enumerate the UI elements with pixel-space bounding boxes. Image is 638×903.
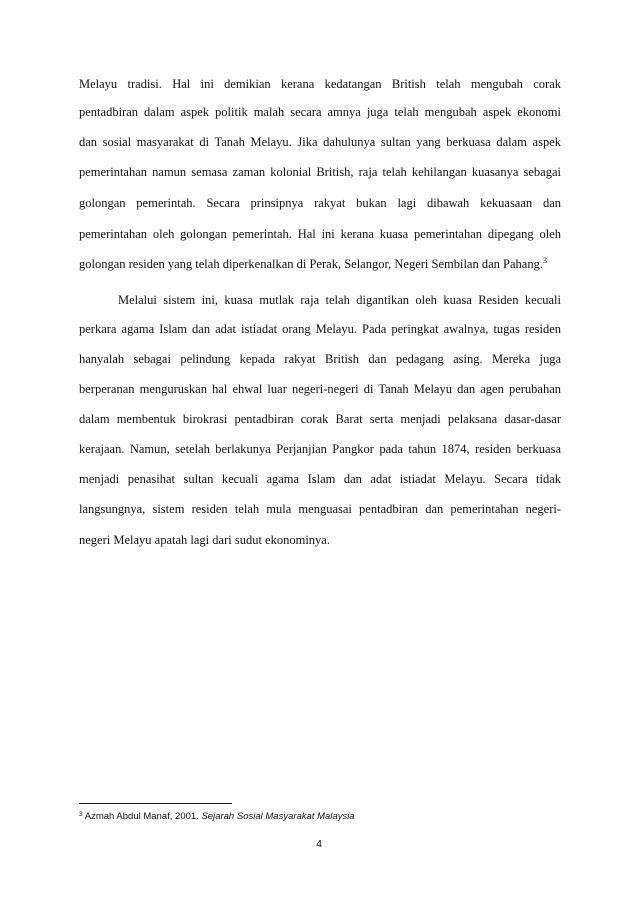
paragraph-line: dalam membentuk birokrasi pentadbiran corak Barat serta menjadi pelaksana dasar-dasar — [79, 412, 561, 426]
paragraph-line: kerajaan. Namun, setelah berlakunya Perjanjian Pangkor pada tahun 1874, residen berkuasa — [79, 442, 561, 456]
paragraph-line: menjadi penasihat sultan kecuali agama Islam dan adat istiadat Melayu. Secara tidak — [79, 472, 561, 486]
paragraph-line: negeri Melayu apatah lagi dari sudut ekonominya. — [79, 533, 330, 547]
paragraph-line: perkara agama Islam dan adat istiadat orang Melayu. Pada peringkat awalnya, tugas residen — [79, 322, 561, 336]
paragraph-line: dan sosial masyarakat di Tanah Melayu. Jika dahulunya sultan yang berkuasa dalam aspek — [79, 135, 561, 149]
paragraph-line: berperanan menguruskan hal ehwal luar negeri-negeri di Tanah Melayu dan agen perubahan — [79, 382, 561, 396]
footnote-reference[interactable]: 3 — [542, 256, 547, 265]
paragraph-line: pemerintahan namun semasa zaman kolonial British, raja telah kehilangan kuasanya sebagai — [79, 165, 561, 179]
paragraph-line: langsungnya, sistem residen telah mula menguasai pentadbiran dan pemerintahan negeri- — [79, 502, 561, 516]
footnote-separator — [79, 803, 232, 804]
page-number: 4 — [316, 838, 322, 850]
paragraph-line-last — [79, 256, 561, 272]
paragraph-line: pentadbiran dalam aspek politik malah secara amnya juga telah mengubah aspek ekonomi — [79, 105, 561, 119]
footnote-number: 3 — [79, 811, 83, 818]
paragraph-line: pemerintahan oleh golongan pemerintah. Hal ini kerana kuasa pemerintahan dipegang oleh — [79, 227, 561, 241]
footnote-author-year: Azmah Abdul Manaf, 2001. — [84, 811, 199, 822]
footnote-title: Sejarah Sosial Masyarakat Malaysia — [201, 811, 355, 822]
paragraph-line: hanyalah sebagai pelindung kepada rakyat British dan pedagang asing. Mereka juga — [79, 352, 561, 366]
paragraph-line-text: golongan residen yang telah diperkenalkan di Perak, Selangor, Negeri Sembilan dan Pahang. — [79, 257, 543, 271]
paragraph-line: Melalui sistem ini, kuasa mutlak raja telah digantikan oleh kuasa Residen kecuali — [118, 293, 561, 307]
footnote — [79, 811, 355, 823]
paragraph-line: golongan pemerintah. Secara prinsipnya rakyat bukan lagi dibawah kekuasaan dan — [79, 196, 561, 210]
paragraph-line: Melayu tradisi. Hal ini demikian kerana kedatangan British telah mengubah corak — [79, 77, 561, 91]
